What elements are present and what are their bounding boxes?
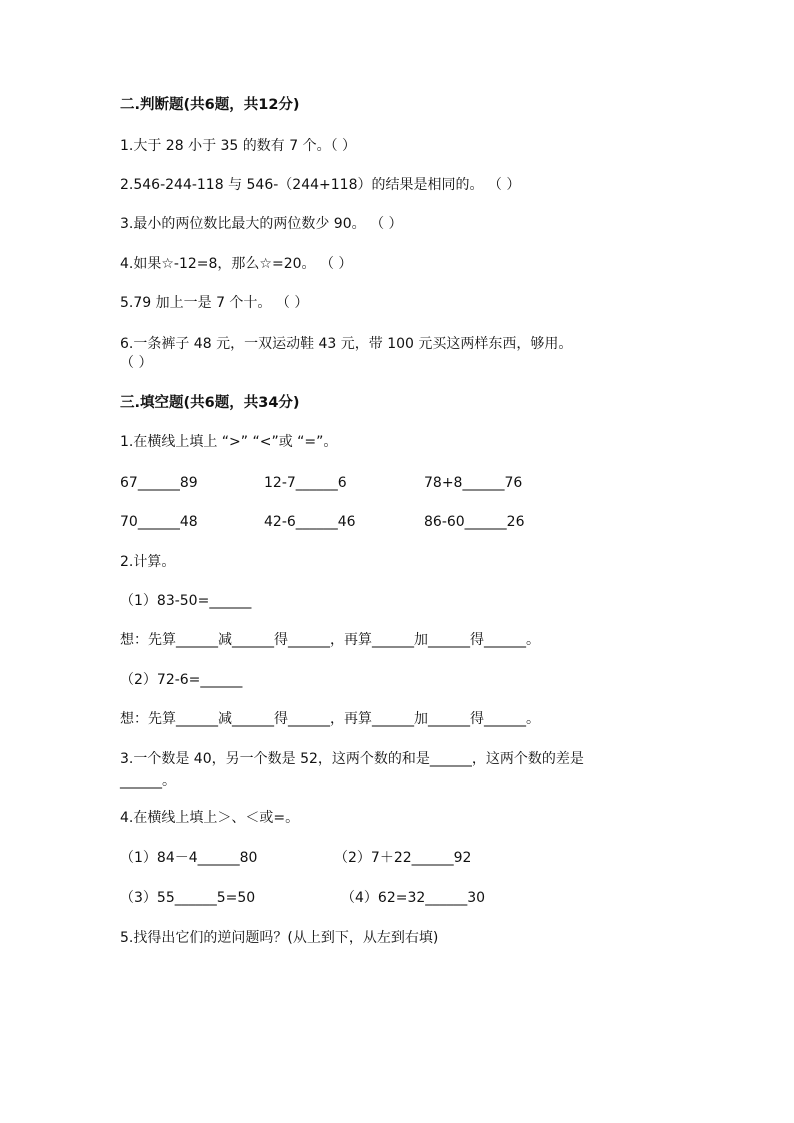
comparison-item: （3）55______5=50 <box>120 890 256 906</box>
fill-question-4-prompt: 4.在横线上填上＞、＜或=。 <box>120 810 300 826</box>
comparison-item: 78+8______76 <box>424 475 523 491</box>
calculation-item-1: （1）83-50=______ <box>120 593 252 609</box>
fill-question-5-prompt: 5.找得出它们的逆问题吗？(从上到下，从左到右填) <box>120 930 439 946</box>
comparison-item: （2）7＋22______92 <box>334 850 472 866</box>
calculation-item-2: （2）72-6=______ <box>120 672 243 688</box>
comparison-item: （4）62=32______30 <box>341 890 486 906</box>
comparison-item: 42-6______46 <box>264 514 356 530</box>
fill-question-3-continued: ______。 <box>120 773 176 789</box>
judgment-question-2: 2.546-244-118 与 546-（244+118）的结果是相同的。 （ ） <box>120 177 521 193</box>
calculation-thinking-2: 想：先算______减______得______，再算______加______得______。 <box>120 711 540 727</box>
section-heading-judgment: 二.判断题(共6题，共12分) <box>120 97 300 113</box>
comparison-item: 12-7______6 <box>264 475 347 491</box>
fill-question-2-prompt: 2.计算。 <box>120 554 176 570</box>
fill-question-3: 3.一个数是 40，另一个数是 52，这两个数的和是______，这两个数的差是 <box>120 751 584 767</box>
comparison-item: 67______89 <box>120 475 198 491</box>
calculation-thinking-1: 想：先算______减______得______，再算______加______得______。 <box>120 632 540 648</box>
judgment-question-1: 1.大于 28 小于 35 的数有 7 个。（ ） <box>120 138 357 154</box>
judgment-question-5: 5.79 加上一是 7 个十。 （ ） <box>120 295 309 311</box>
judgment-question-4: 4.如果☆-12=8，那么☆=20。 （ ） <box>120 256 353 272</box>
comparison-item: 70______48 <box>120 514 198 530</box>
judgment-question-6-bracket: （ ） <box>120 355 153 371</box>
fill-question-1-prompt: 1.在横线上填上 “>” “<”或 “=”。 <box>120 434 338 450</box>
judgment-question-6: 6.一条裤子 48 元，一双运动鞋 43 元，带 100 元买这两样东西，够用。 <box>120 336 573 352</box>
section-heading-fill: 三.填空题(共6题，共34分) <box>120 395 300 411</box>
comparison-item: （1）84－4______80 <box>120 850 258 866</box>
comparison-item: 86-60______26 <box>424 514 525 530</box>
judgment-question-3: 3.最小的两位数比最大的两位数少 90。 （ ） <box>120 216 403 232</box>
